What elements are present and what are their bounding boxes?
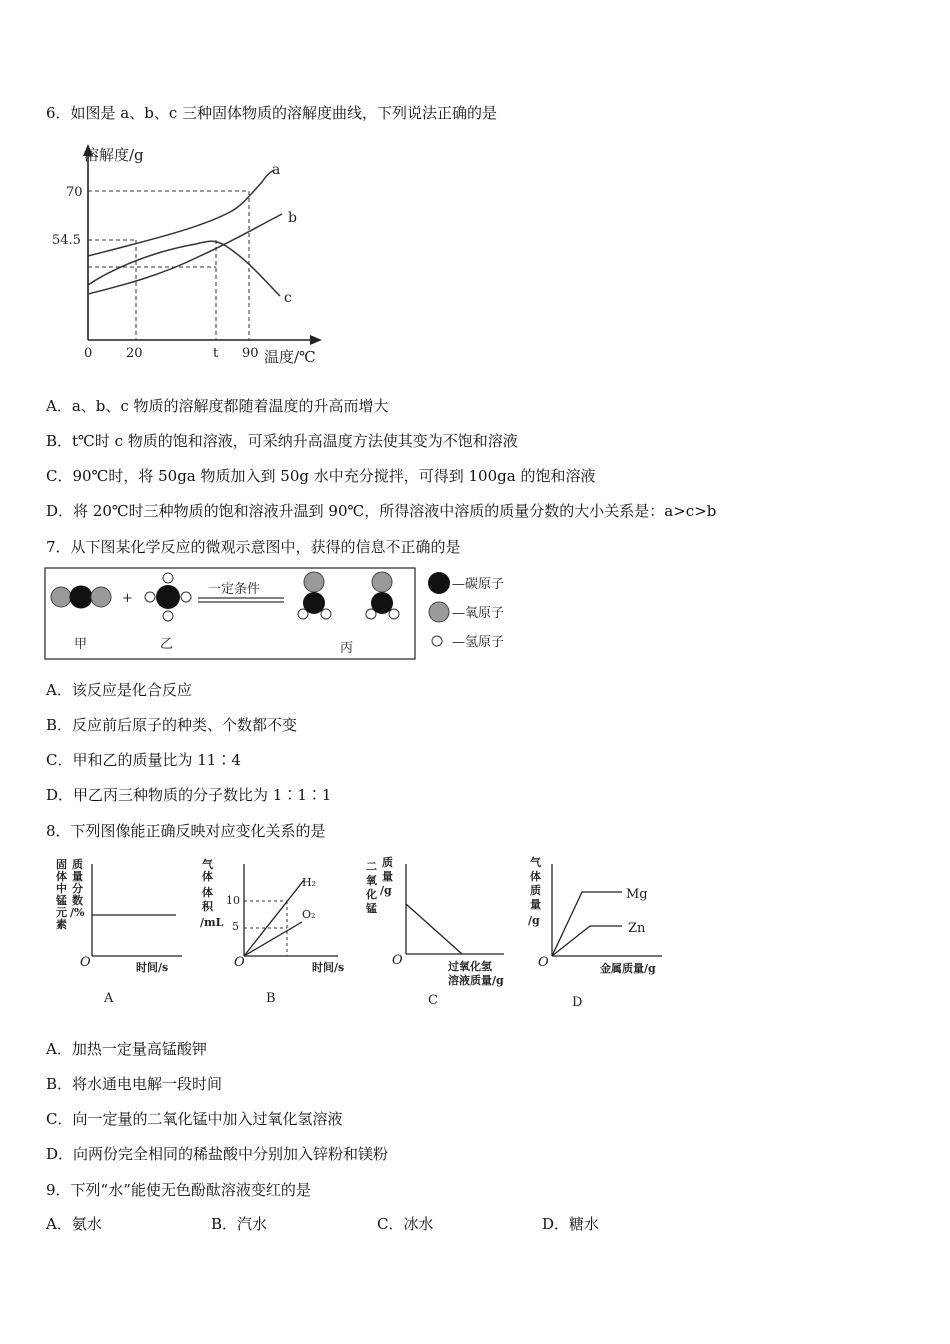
graph-b-o2 (244, 922, 302, 956)
svg-text:分: 分 (72, 882, 83, 895)
q6-option-c: C．90℃时，将 50ga 物质加入到 50g 水中充分搅拌，可得到 100ga 的饱和溶液 (46, 467, 596, 485)
bing2-oxygen (372, 572, 392, 592)
svg-text:质: 质 (72, 858, 83, 871)
q9-option-a: A．氨水 (46, 1215, 102, 1233)
bing1-hydrogen-right (321, 609, 331, 619)
q8-option-c: C．向一定量的二氧化锰中加入过氧化氢溶液 (46, 1110, 343, 1128)
label-jia: 甲 (74, 637, 88, 652)
svg-text:D: D (572, 995, 583, 1010)
svg-text:数: 数 (72, 894, 83, 907)
graph-d-mg (552, 892, 622, 956)
svg-text:元: 元 (56, 906, 67, 919)
svg-text:Mg: Mg (626, 887, 648, 902)
graph-b (200, 857, 344, 1006)
graph-b-h2 (244, 880, 304, 956)
svg-text:O: O (234, 955, 245, 970)
x-axis-label: 温度/℃ (264, 348, 316, 366)
curve-c (88, 241, 280, 296)
curve-label-a: a (272, 162, 281, 178)
svg-text:H₂: H₂ (302, 876, 317, 889)
jia-oxygen-right (91, 587, 111, 607)
q8-option-b: B．将水通电电解一段时间 (46, 1075, 223, 1093)
bing1-carbon (303, 592, 325, 614)
q7-option-b: B．反应前后原子的种类、个数都不变 (46, 716, 298, 734)
legend-oxygen (429, 602, 449, 622)
legend-hydrogen (432, 636, 442, 646)
svg-text:C: C (428, 993, 438, 1008)
svg-text:量: 量 (530, 898, 541, 911)
q9-stem: 9．下列“水”能使无色酚酞溶液变红的是 (46, 1181, 311, 1199)
svg-text:固: 固 (56, 858, 67, 871)
solubility-chart (50, 140, 330, 372)
svg-text:质: 质 (530, 884, 541, 897)
curve-label-c: c (284, 290, 292, 306)
svg-text:时间/s: 时间/s (312, 961, 345, 974)
svg-text:积: 积 (202, 900, 213, 913)
q8-option-a: A．加热一定量高锰酸钾 (46, 1040, 207, 1058)
bing2-hydrogen-right (389, 609, 399, 619)
svg-text:溶液质量/g: 溶液质量/g (448, 974, 504, 987)
svg-text:O₂: O₂ (302, 908, 316, 921)
y-axis-label: 溶解度/g (84, 146, 144, 164)
q7-option-d: D．甲乙丙三种物质的分子数比为 1∶1∶1 (46, 786, 332, 804)
svg-text:时间/s: 时间/s (136, 961, 169, 974)
svg-text:体: 体 (202, 886, 213, 899)
q9-option-c: C．冰水 (377, 1215, 434, 1233)
y-tick-70: 70 (66, 185, 83, 200)
curve-label-b: b (288, 210, 297, 226)
yi-hydrogen-right (181, 592, 191, 602)
yi-carbon (156, 585, 180, 609)
legend-hydrogen-text: —氢原子 (452, 635, 505, 650)
x-axis-arrow (310, 335, 322, 345)
svg-text:/mL: /mL (200, 916, 224, 929)
jia-oxygen-left (51, 587, 71, 607)
graph-d-zn (552, 926, 622, 956)
legend-carbon-text: —碳原子 (452, 577, 505, 592)
reaction-condition: 一定条件 (208, 582, 261, 597)
graph-a (55, 857, 182, 1006)
svg-text:/g: /g (380, 884, 392, 897)
q6-option-a: A．a、b、c 物质的溶解度都随着温度的升高而增大 (46, 397, 389, 415)
svg-text:化: 化 (366, 888, 377, 901)
label-bing: 丙 (340, 641, 354, 656)
graph-c (365, 855, 504, 1008)
q7-option-a: A．该反应是化合反应 (46, 681, 192, 699)
q6-stem: 6．如图是 a、b、c 三种固体物质的溶解度曲线，下列说法正确的是 (46, 104, 498, 122)
x-tick-90: 90 (242, 346, 259, 361)
svg-text:过氧化氢: 过氧化氢 (448, 960, 492, 973)
curve-a (88, 170, 274, 256)
q9-option-d: D．糖水 (542, 1215, 600, 1233)
svg-text:A: A (104, 991, 114, 1006)
svg-text:气: 气 (530, 856, 541, 869)
q6-option-b: B．t℃时 c 物质的饱和溶液，可采纳升高温度方法使其变为不饱和溶液 (46, 432, 518, 450)
legend-carbon (428, 572, 450, 594)
x-tick-20: 20 (126, 346, 143, 361)
x-tick-t: t (213, 346, 219, 361)
svg-text:/g: /g (528, 914, 540, 927)
bing1-oxygen (304, 572, 324, 592)
reaction-diagram (44, 566, 514, 662)
svg-text:B: B (266, 991, 276, 1006)
svg-text:二: 二 (366, 860, 377, 873)
svg-text:O: O (80, 955, 91, 970)
curve-b (88, 214, 282, 294)
svg-text:O: O (538, 955, 549, 970)
x-tick-0: 0 (84, 346, 93, 361)
svg-text:O: O (392, 953, 403, 968)
label-yi: 乙 (160, 637, 174, 652)
svg-text:量: 量 (382, 870, 393, 883)
q8-stem: 8．下列图像能正确反映对应变化关系的是 (46, 822, 326, 840)
bing2-carbon (371, 592, 393, 614)
svg-text:10: 10 (226, 894, 240, 907)
plus-sign: + (122, 591, 133, 606)
svg-text:Zn: Zn (628, 921, 646, 936)
graph-d (528, 855, 662, 1010)
svg-text:质: 质 (382, 856, 393, 869)
svg-text:氧: 氧 (366, 874, 377, 887)
svg-text:体: 体 (56, 870, 67, 883)
svg-text:体: 体 (202, 870, 213, 883)
q8-graphs (50, 854, 690, 1012)
svg-text:中: 中 (56, 882, 67, 895)
yi-hydrogen-bottom (163, 611, 173, 621)
q7-stem: 7．从下图某化学反应的微观示意图中，获得的信息不正确的是 (46, 538, 461, 556)
q9-option-b: B．汽水 (211, 1215, 268, 1233)
svg-text:锰: 锰 (366, 902, 377, 915)
yi-hydrogen-left (145, 592, 155, 602)
y-tick-54-5: 54.5 (52, 233, 81, 248)
yi-hydrogen-top (163, 573, 173, 583)
svg-text:气: 气 (202, 858, 213, 871)
svg-text:素: 素 (56, 918, 67, 931)
legend-oxygen-text: —氧原子 (452, 606, 505, 621)
svg-text:/%: /% (70, 906, 85, 919)
svg-text:量: 量 (72, 870, 83, 883)
svg-text:体: 体 (530, 870, 541, 883)
q6-option-d: D．将 20℃时三种物质的饱和溶液升温到 90℃，所得溶液中溶质的质量分数的大小关系是：a>c>b (46, 502, 717, 520)
svg-text:5: 5 (232, 920, 239, 933)
svg-text:锰: 锰 (56, 894, 67, 907)
jia-carbon (70, 586, 92, 608)
q7-option-c: C．甲和乙的质量比为 11∶4 (46, 751, 241, 769)
q8-option-d: D．向两份完全相同的稀盐酸中分别加入锌粉和镁粉 (46, 1145, 389, 1163)
graph-c-line (406, 904, 462, 954)
svg-text:金属质量/g: 金属质量/g (600, 962, 656, 975)
